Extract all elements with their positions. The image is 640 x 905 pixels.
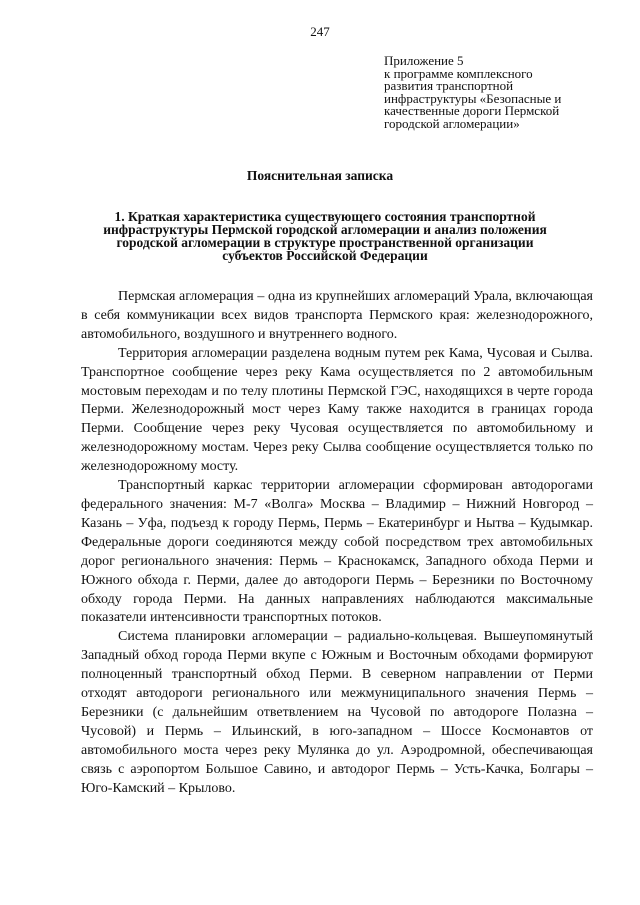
section-heading-line: инфраструктуры Пермской городской агломерации и анализ положения	[103, 222, 547, 237]
paragraph: Пермская агломерация – одна из крупнейших агломераций Урала, включающая в себя коммуникации всех видов транспорта Пермского края: железнодорожного, автомобильного, воздушного и внутреннего водного.	[81, 289, 593, 342]
paragraph: Транспортный каркас территории агломерации сформирован автодорогами федерального значения: М-7 «Волга» Москва – Владимир – Нижний Новгород – Казань – Уфа, подъезд к городу Пермь, Пермь – Екатеринбург и Нытва – Кудымкар. Федеральные дороги соединяются между собой посредством трех автомобильных дорог регионального значения: Пермь – Краснокамск, Западного обхода Перми и Южного обхода г. Перми, далее до автодороги Пермь – Березники по Восточному обходу города Перми. На данных направлениях наблюдаются максимальные показатели интенсивности транспортных потоков.	[81, 478, 593, 626]
appendix-line: городской агломерации»	[384, 115, 520, 131]
appendix-line: Приложение 5	[384, 53, 464, 68]
body-text	[81, 288, 593, 798]
section-heading-line: субъектов Российской Федерации	[222, 248, 428, 263]
appendix-line: развития транспортной	[384, 78, 514, 93]
paragraph: Территория агломерации разделена водным путем рек Кама, Чусовая и Сылва. Транспортное сообщение через реку Кама осуществляется по 2 автомобильным мостовым переходам и по телу плотины Пермской ГЭС, находящихся в черте города Перми. Железнодорожный мост через Каму также находится в границах города Перми. Сообщение через реку Чусовая осуществляется по автомобильному и железнодорожному мостам. Через реку Сылва сообщение осуществляется только по железнодорожному мосту.	[81, 345, 593, 475]
document-title: Пояснительная записка	[246, 168, 394, 183]
section-heading-line: городской агломерации в структуре пространственной организации	[116, 235, 534, 250]
page-number: 247	[310, 24, 330, 39]
appendix-line: инфраструктуры «Безопасные и	[384, 90, 562, 106]
paragraph: Система планировки агломерации – радиально-кольцевая. Вышеупомянутый Западный обход города Перми вкупе с Южным и Восточным обходами формируют полноценный транспортный обход Перми. В северном направлении от Перми отходят автодороги регионального или межмуниципального значения Пермь – Березники (с дальнейшим ответвлением на Чусовой по автодороге Полазна – Чусовой) и Пермь – Ильинский, в юго-западном – Шоссе Космонавтов от автомобильного моста через реку Мулянка до ул. Аэродромной, обеспечивающая связь с аэропортом Большое Савино, и автодорог Пермь – Усть-Качка, Болгары – Юго-Камский – Крылово.	[81, 629, 593, 796]
section-heading	[90, 210, 560, 262]
appendix-line: качественные дороги Пермской	[384, 103, 560, 118]
appendix-line: к программе комплексного	[384, 65, 533, 81]
appendix-note	[384, 55, 604, 130]
section-heading-line: 1. Краткая характеристика существующего состояния транспортной	[114, 209, 536, 224]
